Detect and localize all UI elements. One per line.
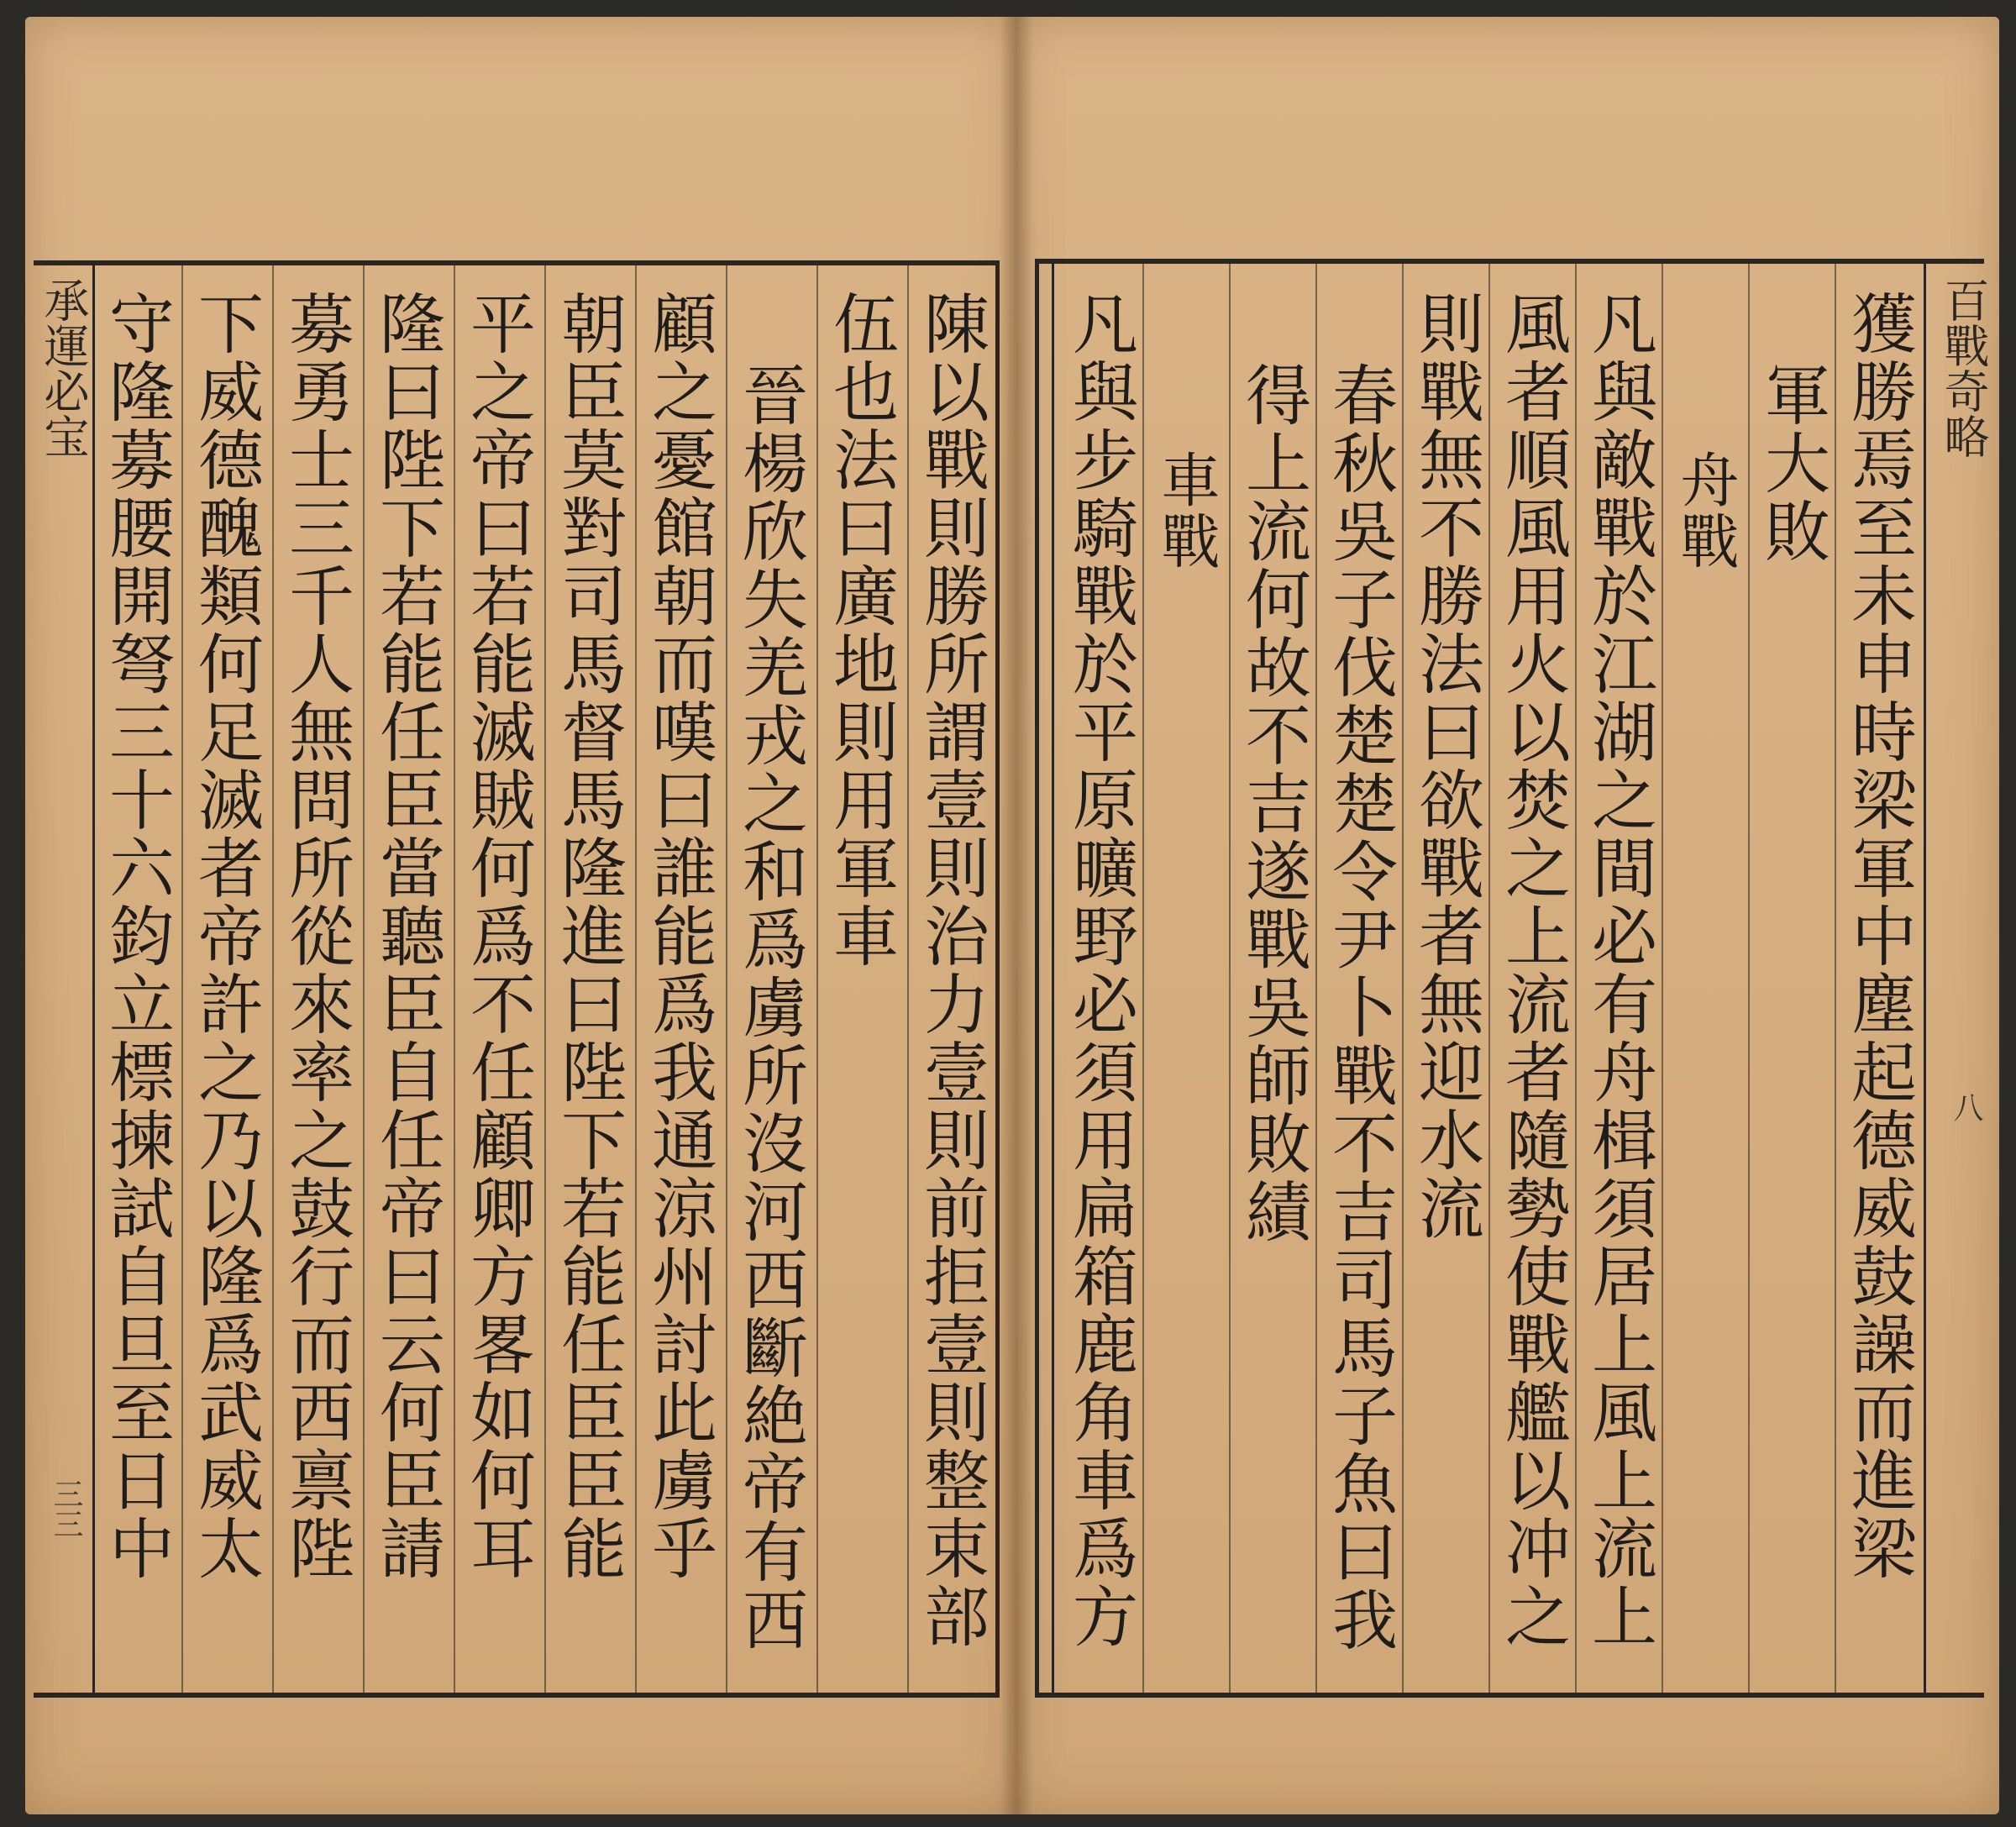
right-col-rule (1142, 264, 1144, 1693)
left-text-column: 朝臣莫對司馬督馬隆進曰陛下若能任臣臣能 (550, 290, 626, 1583)
left-frame-top (34, 260, 1000, 265)
left-col-rule (544, 265, 546, 1693)
left-col-rule (816, 265, 818, 1693)
left-text-column: 顧之憂館朝而嘆曰誰能爲我通涼州討此虜乎 (641, 290, 717, 1583)
right-text-column: 凡與步騎戰於平原曠野必須用扁箱鹿角車爲方 (1062, 290, 1137, 1651)
right-text-column: 凡與敵戰於江湖之間必有舟楫須居上風上流上 (1581, 290, 1656, 1651)
right-frame-left (1035, 259, 1039, 1698)
left-text-column: 募勇士三千人無問所從來率之鼓行而西禀陛 (278, 290, 354, 1583)
book-gutter (1000, 17, 1033, 1814)
right-col-rule (1402, 264, 1404, 1693)
left-col-rule (363, 265, 365, 1693)
left-text-column: 陳以戰則勝所謂壹則治力壹則前拒壹則整束部 (913, 290, 989, 1651)
right-text-column: 獲勝焉至未申時梁軍中塵起德威鼓譟而進梁 (1840, 290, 1916, 1583)
left-text-column: 平之帝曰若能滅賊何爲不任顧卿方畧如何耳 (459, 290, 535, 1583)
right-col-rule (1835, 264, 1836, 1693)
right-section-heading: 舟戰 (1671, 449, 1740, 572)
right-col-rule (1748, 264, 1750, 1693)
left-col-rule (726, 265, 727, 1693)
left-col-rule (272, 265, 274, 1693)
left-frame-right (995, 260, 1000, 1698)
right-text-column: 得上流何故不吉遂戰吳師敗績 (1235, 361, 1310, 1246)
left-frame-left (92, 265, 95, 1693)
right-col-rule (1488, 264, 1490, 1693)
left-edge-label: 承運必宝 (37, 277, 90, 459)
left-col-rule (907, 265, 909, 1693)
right-col-rule (1315, 264, 1317, 1693)
left-text-column: 伍也法曰廣地則用軍車 (822, 290, 898, 970)
left-col-rule (635, 265, 637, 1693)
right-col-rule (1229, 264, 1231, 1693)
left-col-rule (181, 265, 183, 1693)
left-text-column: 下威德醜類何足滅者帝許之乃以隆爲武威太 (187, 290, 263, 1583)
right-text-column: 春秋吳子伐楚楚令尹卜戰不吉司馬子魚曰我 (1321, 361, 1397, 1654)
right-frame-left-inner (1052, 264, 1054, 1693)
left-text-column: 晉楊欣失羌戎之和爲虜所沒河西斷絶帝有西 (732, 361, 807, 1654)
left-frame-bottom (34, 1693, 1000, 1698)
right-text-column: 風者順風用火以焚之上流者隨勢使戰艦以冲之 (1494, 290, 1570, 1651)
left-text-column: 守隆募腰開弩三十六鈞立標揀試自旦至日中 (98, 290, 174, 1583)
right-edge-label: 百戰奇略 (1937, 277, 1990, 459)
right-frame-bottom (1035, 1693, 1984, 1698)
right-col-rule (1575, 264, 1577, 1693)
left-col-rule (454, 265, 455, 1693)
right-frame-right (1924, 264, 1926, 1693)
right-edge-foliation: 八 (1949, 1092, 1983, 1122)
left-text-column: 隆曰陛下若能任臣當聽臣自任帝曰云何臣請 (369, 290, 444, 1583)
right-text-column: 則戰無不勝法曰欲戰者無迎水流 (1408, 290, 1483, 1242)
right-section-heading: 車戰 (1152, 449, 1221, 572)
right-col-rule (1662, 264, 1663, 1693)
right-text-column: 軍大敗 (1754, 361, 1830, 565)
right-frame-top (1035, 259, 1984, 264)
left-edge-foliation: 三三 (49, 1478, 83, 1539)
